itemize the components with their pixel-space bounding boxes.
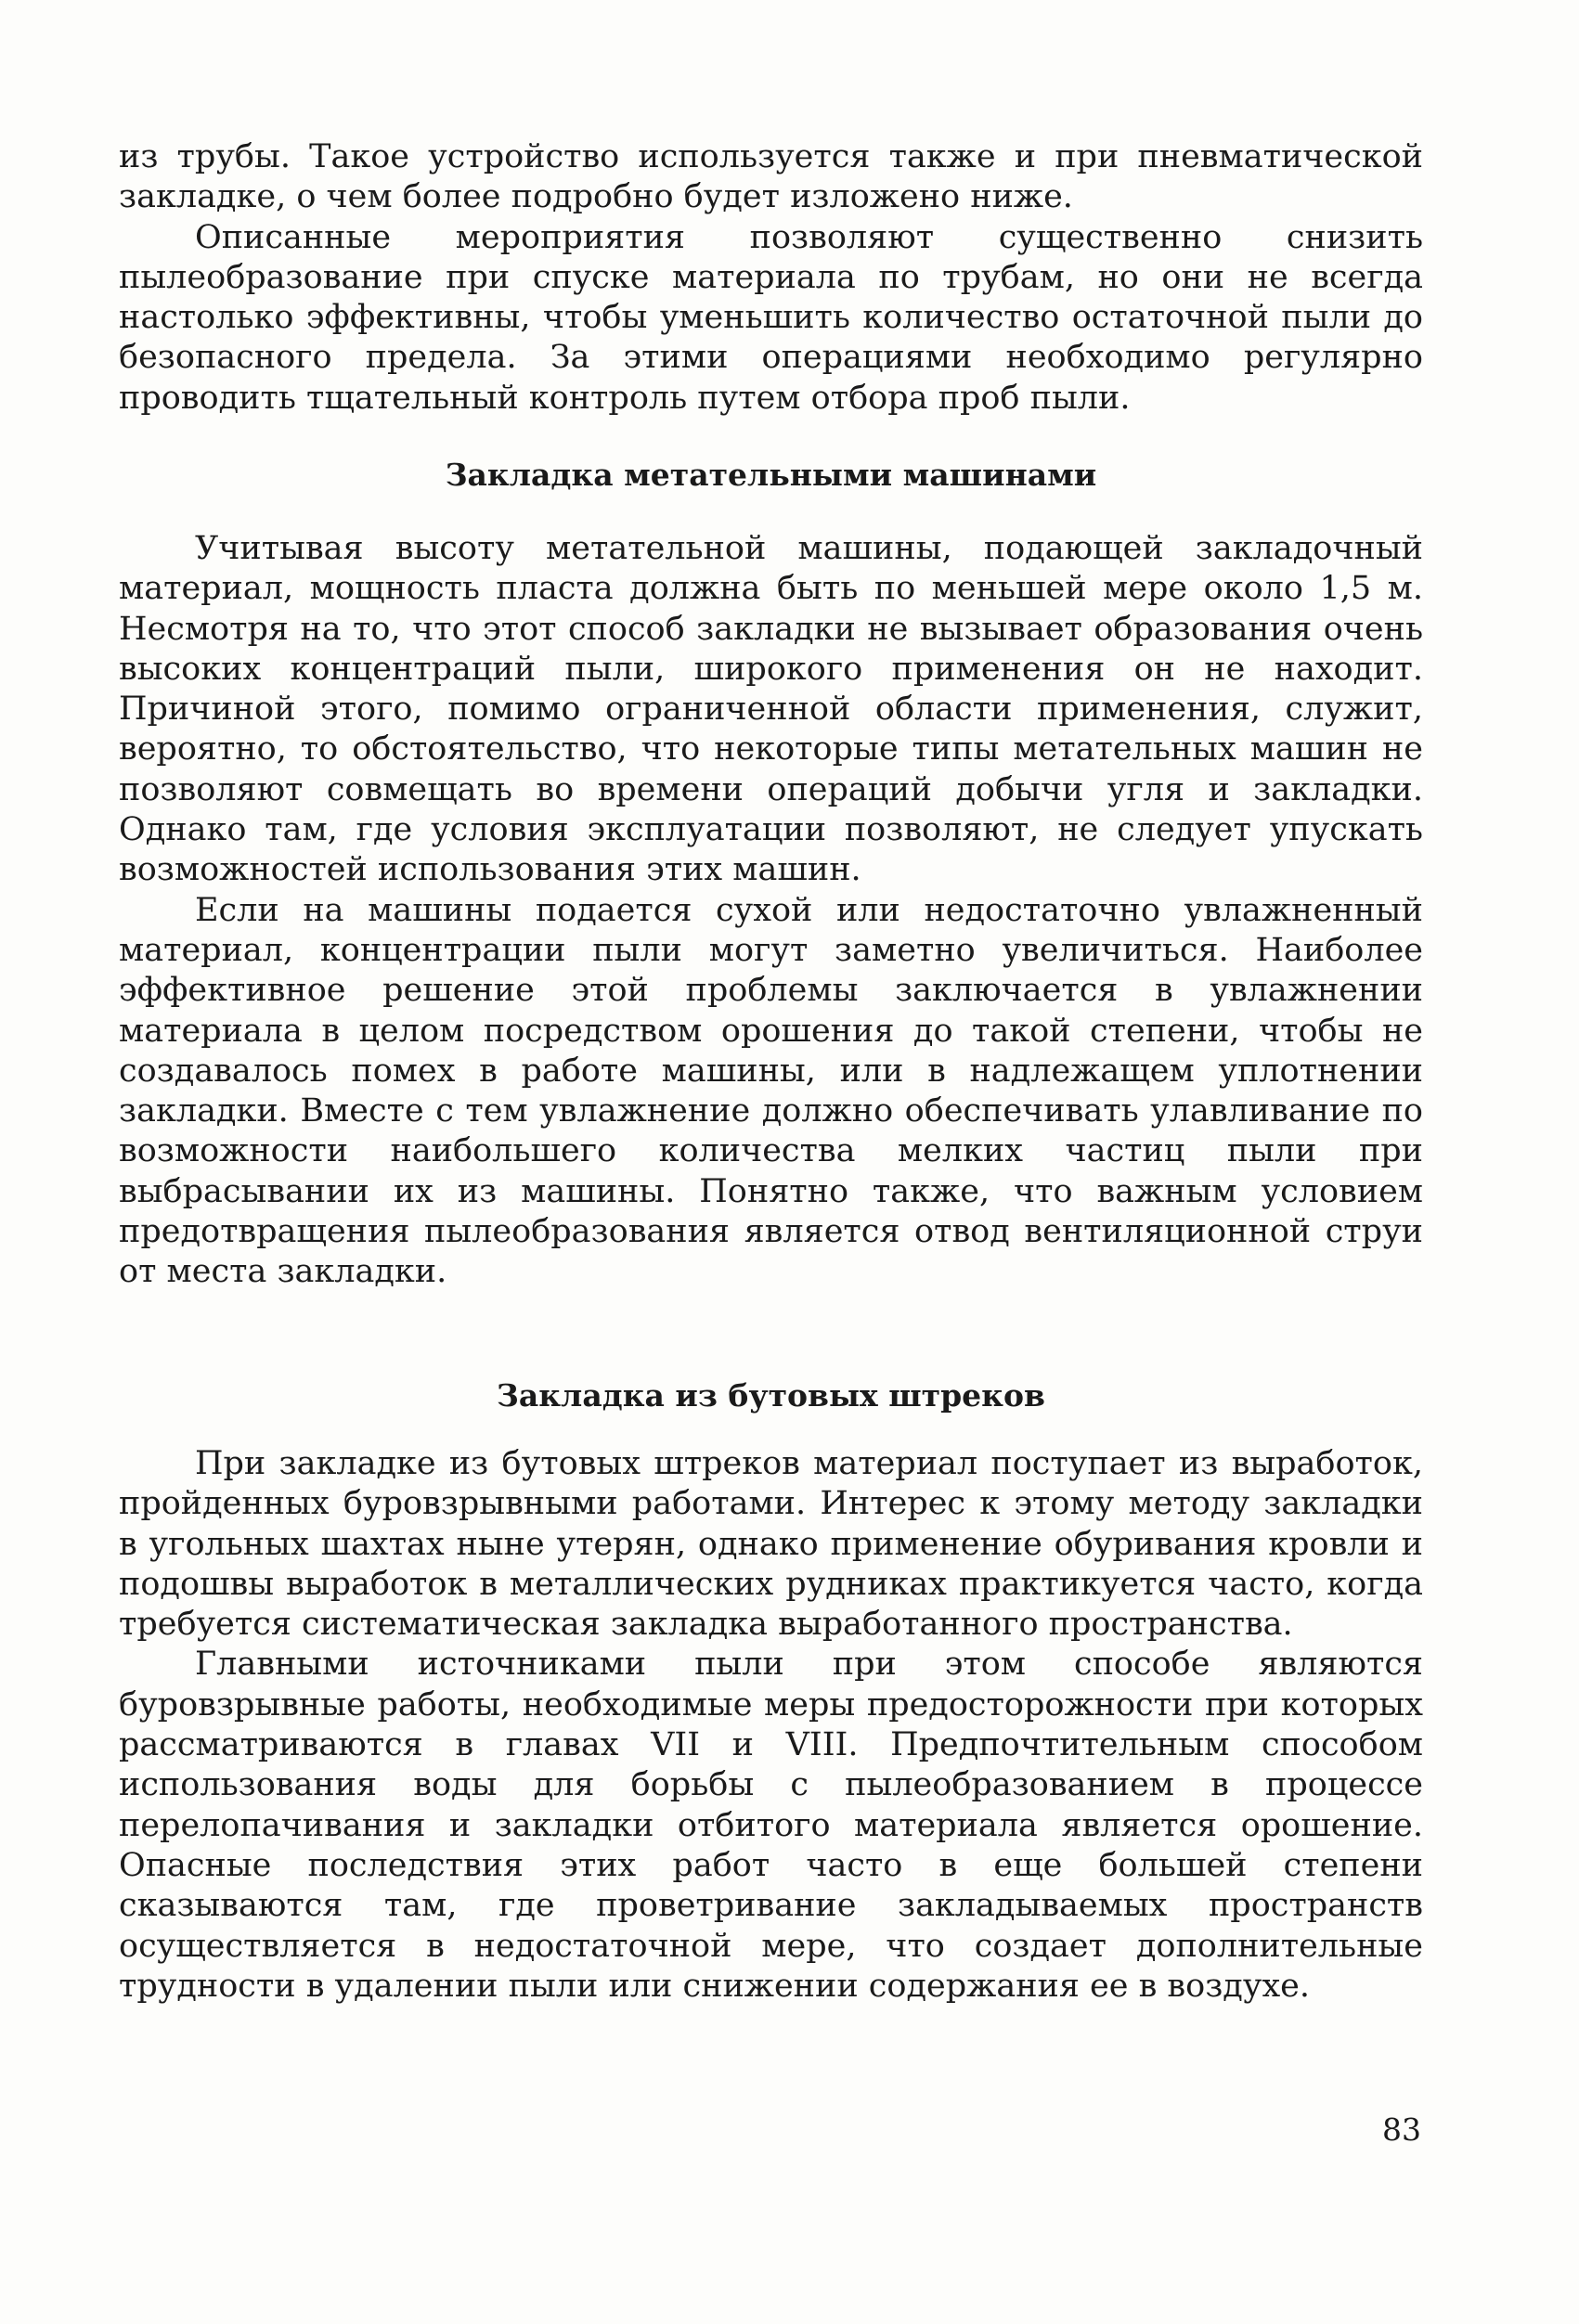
paragraph-continuation: из трубы. Такое устройство используется также и при пневматической закладке, о чем более подробно будет изложено ниже.: [119, 138, 1423, 216]
section-heading-1-wrap: [119, 455, 1423, 495]
section-1-text: [119, 529, 1423, 1293]
section-heading: Закладка из бутовых штреков: [497, 1377, 1045, 1414]
paragraph: Главными источниками пыли при этом способе являются буровзрывные работы, необходимые меры предосторожности при которых рассматриваются в главах VII и VIII. Предпочтительным способом использования воды для борьбы с пылеобразованием в процессе перелопачивания и закладки отбитого материала является орошение. Опасные последствия этих работ часто в еще большей степени сказываются там, где проветривание закладываемых пространств осуществляется в недостаточной мере, что создает дополнительные трудности в удалении пыли или снижении содержания ее в воздухе.: [119, 1646, 1423, 2005]
page-number: 83: [1382, 2111, 1421, 2148]
paragraph: Учитывая высоту метательной машины, подающей закладочный материал, мощность пласта должна быть по меньшей мере около 1,5 м. Несмотря на то, что этот способ закладки не вызывает образования очень высоких концентраций пыли, широкого применения он не находит. Причиной этого, помимо ограниченной области применения, служит, вероятно, то обстоятельство, что некоторые типы метательных машин не позволяют совмещать во времени операций добычи угля и закладки. Однако там, где условия эксплуатации позволяют, не следует упускать возможностей использования этих машин.: [119, 530, 1423, 889]
paragraph: Описанные мероприятия позволяют существенно снизить пылеобразование при спуске материала по трубам, но они не всегда настолько эффективны, чтобы уменьшить количество остаточной пыли до безопасного предела. За этими операциями необходимо регулярно проводить тщательный контроль путем отбора проб пыли.: [119, 218, 1423, 417]
section-2-text: [119, 1444, 1423, 2007]
intro-text: [119, 137, 1423, 419]
section-heading: Закладка метательными машинами: [445, 457, 1097, 493]
paragraph: При закладке из бутовых штреков материал поступает из выработок, пройденных буровзрывными работами. Интерес к этому методу закладки в угольных шахтах ныне утерян, однако применение обуривания кровли и подошвы выработок в металлических рудниках практикуется часто, когда требуется систематическая закладка выработанного пространства.: [119, 1445, 1423, 1644]
paragraph: Если на машины подается сухой или недостаточно увлажненный материал, концентрации пыли могут заметно увеличиться. Наиболее эффективное решение этой проблемы заключается в увлажнении материала в целом посредством орошения до такой степени, чтобы не создавалось помех в работе машины, или в надлежащем уплотнении закладки. Вместе с тем увлажнение должно обеспечивать улавливание по возможности наибольшего количества мелких частиц пыли при выбрасывании их из машины. Понятно также, что важным условием предотвращения пылеобразования является отвод вентиляционной струи от места закладки.: [119, 891, 1423, 1291]
section-heading-2-wrap: [119, 1375, 1423, 1415]
